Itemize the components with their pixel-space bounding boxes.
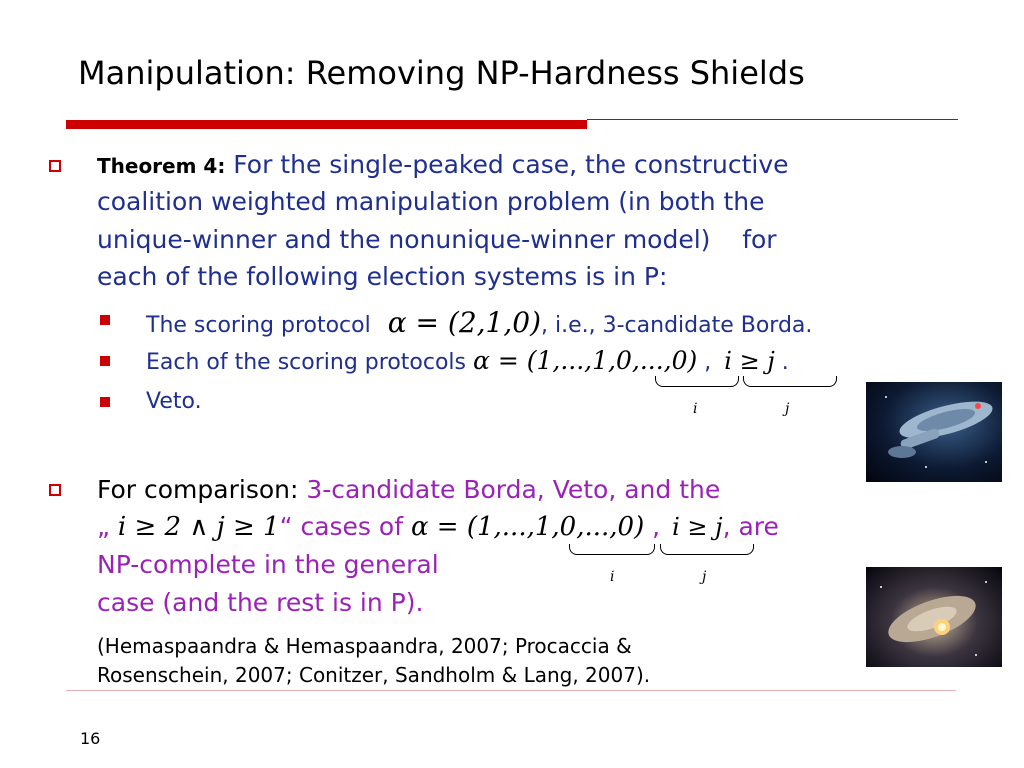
underbrace-i-2 [569,544,655,555]
title-underline-thick [66,120,587,129]
starship-front-image [866,567,1002,667]
point1-text-line3: unique-winner and the nonunique-winner model) for [97,225,777,254]
theorem-label: Theorem 4: [97,154,226,178]
underbrace-j-2 [660,544,754,555]
starship-icon [866,567,1002,667]
brace-label-j: j [785,401,790,417]
point1-text-line4: each of the following election systems is in P: [97,262,668,291]
brace-label-j-2: j [702,569,707,585]
sub-bullet-borda [146,306,812,339]
title-underline-thin [587,119,958,120]
sub3-text: Veto. [146,389,202,414]
i-geq-j-condition: i ≥ j [724,347,775,375]
starship-icon [866,382,1002,482]
quote-open: „ [97,512,110,541]
alpha-210-formula: α = (2,1,0) [387,306,541,339]
sub2-sep: , [697,350,712,375]
quote-close: “ [279,512,293,541]
starship-image [866,382,1002,482]
citation-line1: (Hemaspaandra & Hemaspaandra, 2007; Procaccia & [97,634,632,658]
cases-of-text: cases of [292,512,404,541]
comparison-highlight: 3-candidate Borda, Veto, and the [306,475,721,504]
point2-sep: , [644,512,661,541]
alpha-10-formula-2: α = (1,...,1,0,...,0) [410,512,645,542]
point1-line1 [97,150,789,179]
filled-square-bullet-icon [100,356,110,366]
filled-square-bullet-icon [100,397,110,407]
sub2-text: Each of the scoring protocols [146,350,466,375]
citation [97,632,650,690]
sub2-end: . [781,350,789,375]
i-geq-j-condition-2: i ≥ j [672,513,723,541]
underbrace-j [743,376,837,387]
are-text: , are [722,512,779,541]
comparison-prefix: For comparison: [97,475,299,504]
point2-line4: case (and the rest is in P). [97,588,424,617]
slide-title: Manipulation: Removing NP-Hardness Shields [78,54,805,92]
i-j-condition-formula: i ≥ 2 ∧ j ≥ 1 [117,512,280,542]
sub1-suffix: , i.e., 3-candidate Borda. [541,313,813,338]
brace-label-i-2: i [610,569,615,585]
underbrace-i [655,376,739,387]
hollow-square-bullet-icon [49,484,61,496]
point1-text-line2: coalition weighted manipulation problem (in both the [97,187,765,216]
filled-square-bullet-icon [100,315,110,325]
point2-line1 [97,475,720,504]
alpha-10-formula: α = (1,...,1,0,...,0) [473,346,698,375]
sub1-text: The scoring protocol [146,313,371,338]
point1-text-line1: For the single-peaked case, the constructive [233,150,789,179]
footer-divider [66,690,956,691]
point2-line3: NP-complete in the general [97,550,439,579]
point2-line2 [97,512,779,542]
citation-line2: Rosenschein, 2007; Conitzer, Sandholm & Lang, 2007). [97,663,651,687]
hollow-square-bullet-icon [49,160,61,172]
brace-label-i: i [693,401,698,417]
page-number: 16 [80,729,101,748]
sub-bullet-scoring [146,346,789,375]
